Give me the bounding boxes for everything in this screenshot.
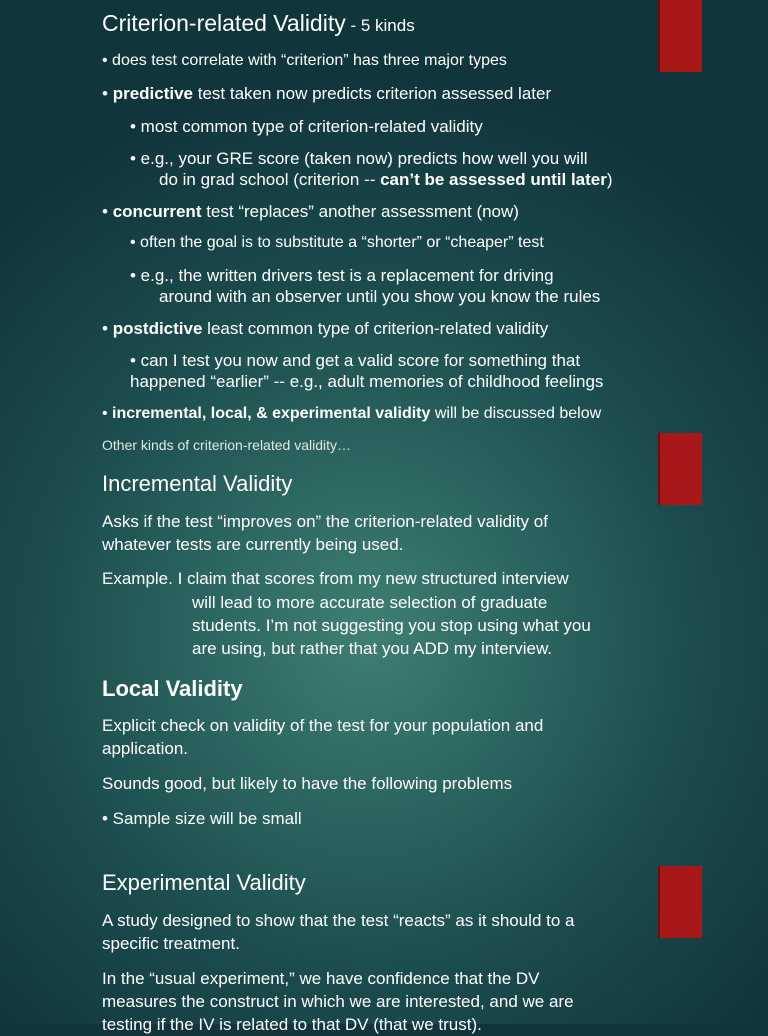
slide3-p1-line2: specific treatment. xyxy=(102,934,240,953)
slide2-problem-bullet: • Sample size will be small xyxy=(102,809,302,828)
slide3-accent-bar xyxy=(658,866,702,938)
slide2-local-line1: Explicit check on validity of the test for your population and xyxy=(102,716,544,735)
slide2-local-line2: application. xyxy=(102,739,189,758)
slide1-sub-postdictive-line1: • can I test you now and get a valid score for something that xyxy=(130,351,581,370)
predictive-example-text: do in grad school (criterion -- xyxy=(159,170,381,189)
slide1-sub-postdictive-line2: happened “earlier” -- e.g., adult memories of childhood feelings xyxy=(130,372,604,391)
term-postdictive: postdictive xyxy=(112,319,203,338)
slide2-example-line4: are using, but rather that you ADD my interview. xyxy=(192,639,553,658)
slide1-sub-concurrent-2-line1: • e.g., the written drivers test is a replacement for driving xyxy=(130,266,554,285)
predictive-example-close: ) xyxy=(606,170,613,189)
postdictive-desc: least common type of criterion-related validity xyxy=(202,319,549,338)
slide3-title: Experimental Validity xyxy=(102,870,306,895)
other-validities-desc: will be discussed below xyxy=(430,405,602,422)
slide2-intro-line2: whatever tests are currently being used. xyxy=(102,535,404,554)
slide2-title: Incremental Validity xyxy=(102,471,293,496)
slide1-sub-predictive-2-line1: • e.g., your GRE score (taken now) predicts how well you will xyxy=(130,149,588,168)
slide1-sub-predictive-2-line2 xyxy=(159,170,613,190)
slide1-sub-concurrent-2-line2: around with an observer until you show you know the rules xyxy=(159,287,601,306)
slide1-accent-bar xyxy=(658,0,702,72)
slide3-p2-line1: In the “usual experiment,” we have confidence that the DV xyxy=(102,969,540,988)
slide2-example-line3: students. I’m not suggesting you stop using what you xyxy=(192,616,591,635)
slide1-title-suffix: - 5 kinds xyxy=(345,16,415,35)
slide2-local-validity-heading: Local Validity xyxy=(102,676,243,701)
slide1-bullet-1: • does test correlate with “criterion” has three major types xyxy=(102,52,507,69)
slide1-title xyxy=(102,10,415,36)
slide2-example-line2: will lead to more accurate selection of graduate xyxy=(192,593,548,612)
term-concurrent: concurrent xyxy=(112,202,202,221)
slide3-p2-line3: testing if the IV is related to that DV (that we trust). xyxy=(102,1015,482,1034)
slide2-example-line1: Example. I claim that scores from my new structured interview xyxy=(102,569,569,588)
slide1-bullet-concurrent: • concurrent test “replaces” another assessment (now) xyxy=(102,202,519,221)
slide2-intro-line1: Asks if the test “improves on” the criterion-related validity of xyxy=(102,512,548,531)
slide1-bullet-other: • incremental, local, & experimental validity will be discussed below xyxy=(102,405,602,422)
slide2-problems-intro: Sounds good, but likely to have the following problems xyxy=(102,774,513,793)
predictive-desc: test taken now predicts criterion assessed later xyxy=(193,84,552,103)
term-other-validities: incremental, local, & experimental validity xyxy=(112,405,431,422)
predictive-example-bold: can’t be assessed until later xyxy=(380,170,607,189)
concurrent-desc: test “replaces” another assessment (now) xyxy=(201,202,519,221)
slide2-accent-bar xyxy=(658,433,702,505)
slide3-p1-line1: A study designed to show that the test “reacts” as it should to a xyxy=(102,911,575,930)
term-predictive: predictive xyxy=(112,84,193,103)
slide1-sub-predictive-1: • most common type of criterion-related validity xyxy=(130,117,483,136)
slide3-p2-line2: measures the construct in which we are interested, and we are xyxy=(102,992,574,1011)
slide1-title-text: Criterion-related Validity xyxy=(102,10,346,36)
slide1-bullet-predictive: • predictive test taken now predicts criterion assessed later xyxy=(102,84,552,103)
slide1-footer: Other kinds of criterion-related validity… xyxy=(102,437,351,453)
slide1-bullet-postdictive: • postdictive least common type of criterion-related validity xyxy=(102,319,549,338)
slide1-sub-concurrent-1: • often the goal is to substitute a “shorter” or “cheaper” test xyxy=(130,234,544,251)
